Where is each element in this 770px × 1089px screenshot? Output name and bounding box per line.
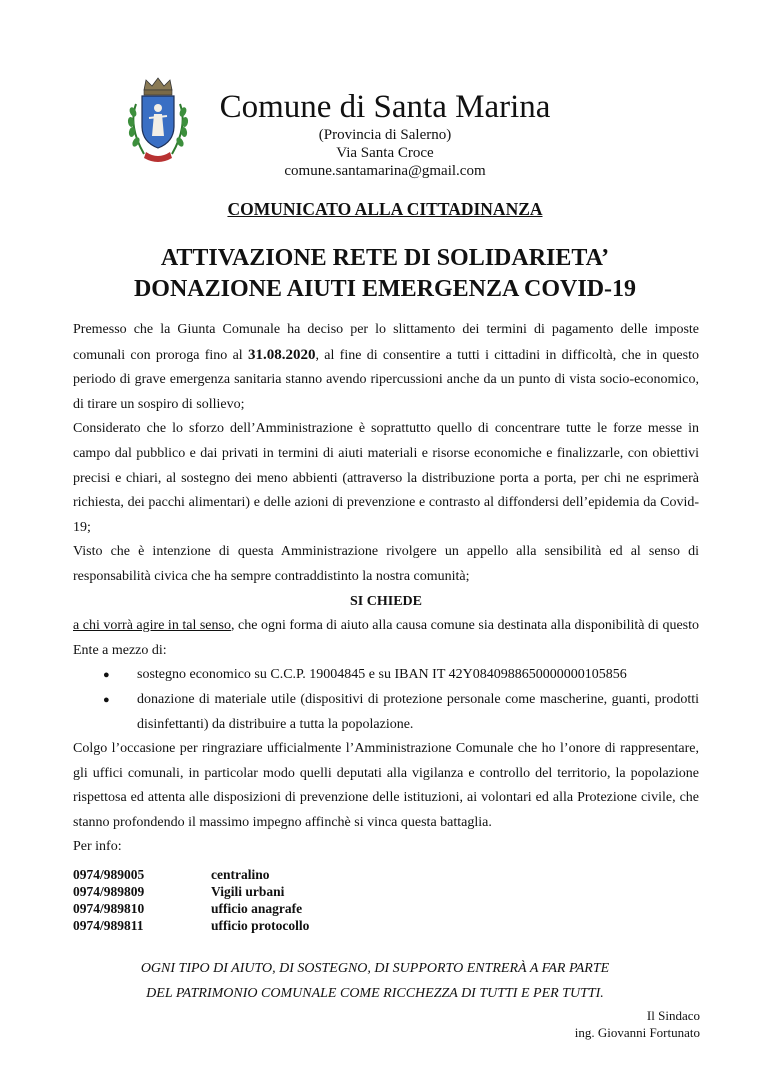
contact-row (73, 900, 309, 917)
signer-role: Il Sindaco (646, 1008, 700, 1023)
contact-row (73, 883, 309, 900)
signature-block (560, 1007, 700, 1041)
phone-number: 0974/989005 (73, 867, 145, 882)
phone-number: 0974/989811 (73, 918, 144, 933)
paragraph-premesso (73, 318, 699, 417)
notice-heading: COMUNICATO ALLA CITTADINANZA (227, 199, 543, 219)
paragraph-considerato: Considerato che lo sforzo dell’Amministrazione è soprattutto quello di concentrare tutte le forze messe in campo dal pubblico e dai privati in termini di aiuti materiali e risorse economiche e finalizzarle, con obiettivi precisi e chiari, al sostegno dei meno abbienti (attraverso la distribuzione porta a porta, per chi ne esprimerà richiesta, dei pacchi alimentari) e delle azioni di prevenzione e contrasto al diffondersi dell’epidemia da Covid-19; (73, 421, 699, 535)
title-line-2: DONAZIONE AIUTI EMERGENZA COVID-19 (133, 276, 637, 302)
si-chiede-heading: SI CHIEDE (350, 593, 422, 609)
address: Via Santa Croce (336, 145, 434, 161)
bullet-icon: ● (103, 693, 110, 706)
document-body (73, 318, 699, 860)
request-underlined: a chi vorrà agire in tal senso (73, 618, 231, 634)
per-info-label: Per info: (73, 839, 122, 855)
contact-label: centralino (211, 867, 270, 882)
list-item (73, 663, 699, 688)
closing-line-2: DEL PATRIMONIO COMUNALE COME RICCHEZZA DI TUTTI E PER TUTTI. (146, 986, 604, 1001)
paragraph-visto: Visto che è intenzione di questa Amministrazione rivolgere un appello alla sensibilità ed al senso di responsabilità civica che ha sempre contraddistinto la nostra comunità; (73, 544, 699, 584)
coat-of-arms-logo (122, 76, 194, 166)
document-title (0, 243, 770, 305)
paragraph-text: , che ogni forma di aiuto alla causa comune sia destinata alla disponibilità di questo Ente a mezzo di: (73, 618, 699, 658)
list-item (73, 688, 699, 737)
closing-line-1: OGNI TIPO DI AIUTO, DI SOSTEGNO, DI SUPPORTO ENTRERÀ A FAR PARTE (140, 961, 610, 976)
paragraph-text: , al fine di consentire a tutti i cittadini in difficoltà, che in questo periodo di grave emergenza sanitaria stanno avendo ripercussioni anche da un punto di vista socio-economico, di tirare un sospiro di sollievo; (73, 347, 699, 412)
list-item-text: donazione di materiale utile (dispositivi di protezione personale come mascherine, guanti, prodotti disinfettanti) da distribuire a tutta la popolazione. (137, 691, 699, 732)
paragraph-request (73, 614, 699, 663)
province: (Provincia di Salerno) (318, 127, 452, 143)
donation-methods-list (73, 663, 699, 737)
contact-label: ufficio protocollo (211, 918, 310, 933)
paragraph-text: Premesso che la Giunta Comunale ha deciso per lo slittamento dei termini di pagamento delle imposte comunali con proroga fino al (73, 322, 699, 363)
contact-row (73, 866, 309, 883)
closing-statement (0, 956, 770, 1006)
contact-label: ufficio anagrafe (211, 901, 303, 916)
contact-label: Vigili urbani (211, 884, 285, 899)
municipality-name: Comune di Santa Marina (219, 89, 551, 125)
email: comune.santamarina@gmail.com (284, 163, 486, 179)
municipality-header (200, 88, 570, 180)
contact-list (73, 866, 309, 934)
list-item-text: sostegno economico su C.C.P. 19004845 e su IBAN IT 42Y0840988650000000105856 (137, 667, 627, 683)
bullet-icon: ● (103, 669, 110, 682)
signer-name: ing. Giovanni Fortunato (574, 1025, 700, 1040)
phone-number: 0974/989809 (73, 884, 145, 899)
deadline-date: 31.08.2020 (247, 346, 316, 363)
paragraph-thanks: Colgo l’occasione per ringraziare ufficialmente l’Amministrazione Comunale che ho l’onore di rappresentare, gli uffici comunali, in particolar modo quelli deputati alla vigilanza e controllo del territorio, la popolazione rispettosa ed attenta alle disposizioni di prevenzione delle istituzioni, ai volontari ed alla Protezione civile, che stanno profondendo il massimo impegno affinchè si vinca questa battaglia. (73, 741, 699, 830)
contact-row (73, 917, 309, 934)
phone-number: 0974/989810 (73, 901, 145, 916)
title-line-1: ATTIVAZIONE RETE DI SOLIDARIETA’ (160, 245, 610, 271)
